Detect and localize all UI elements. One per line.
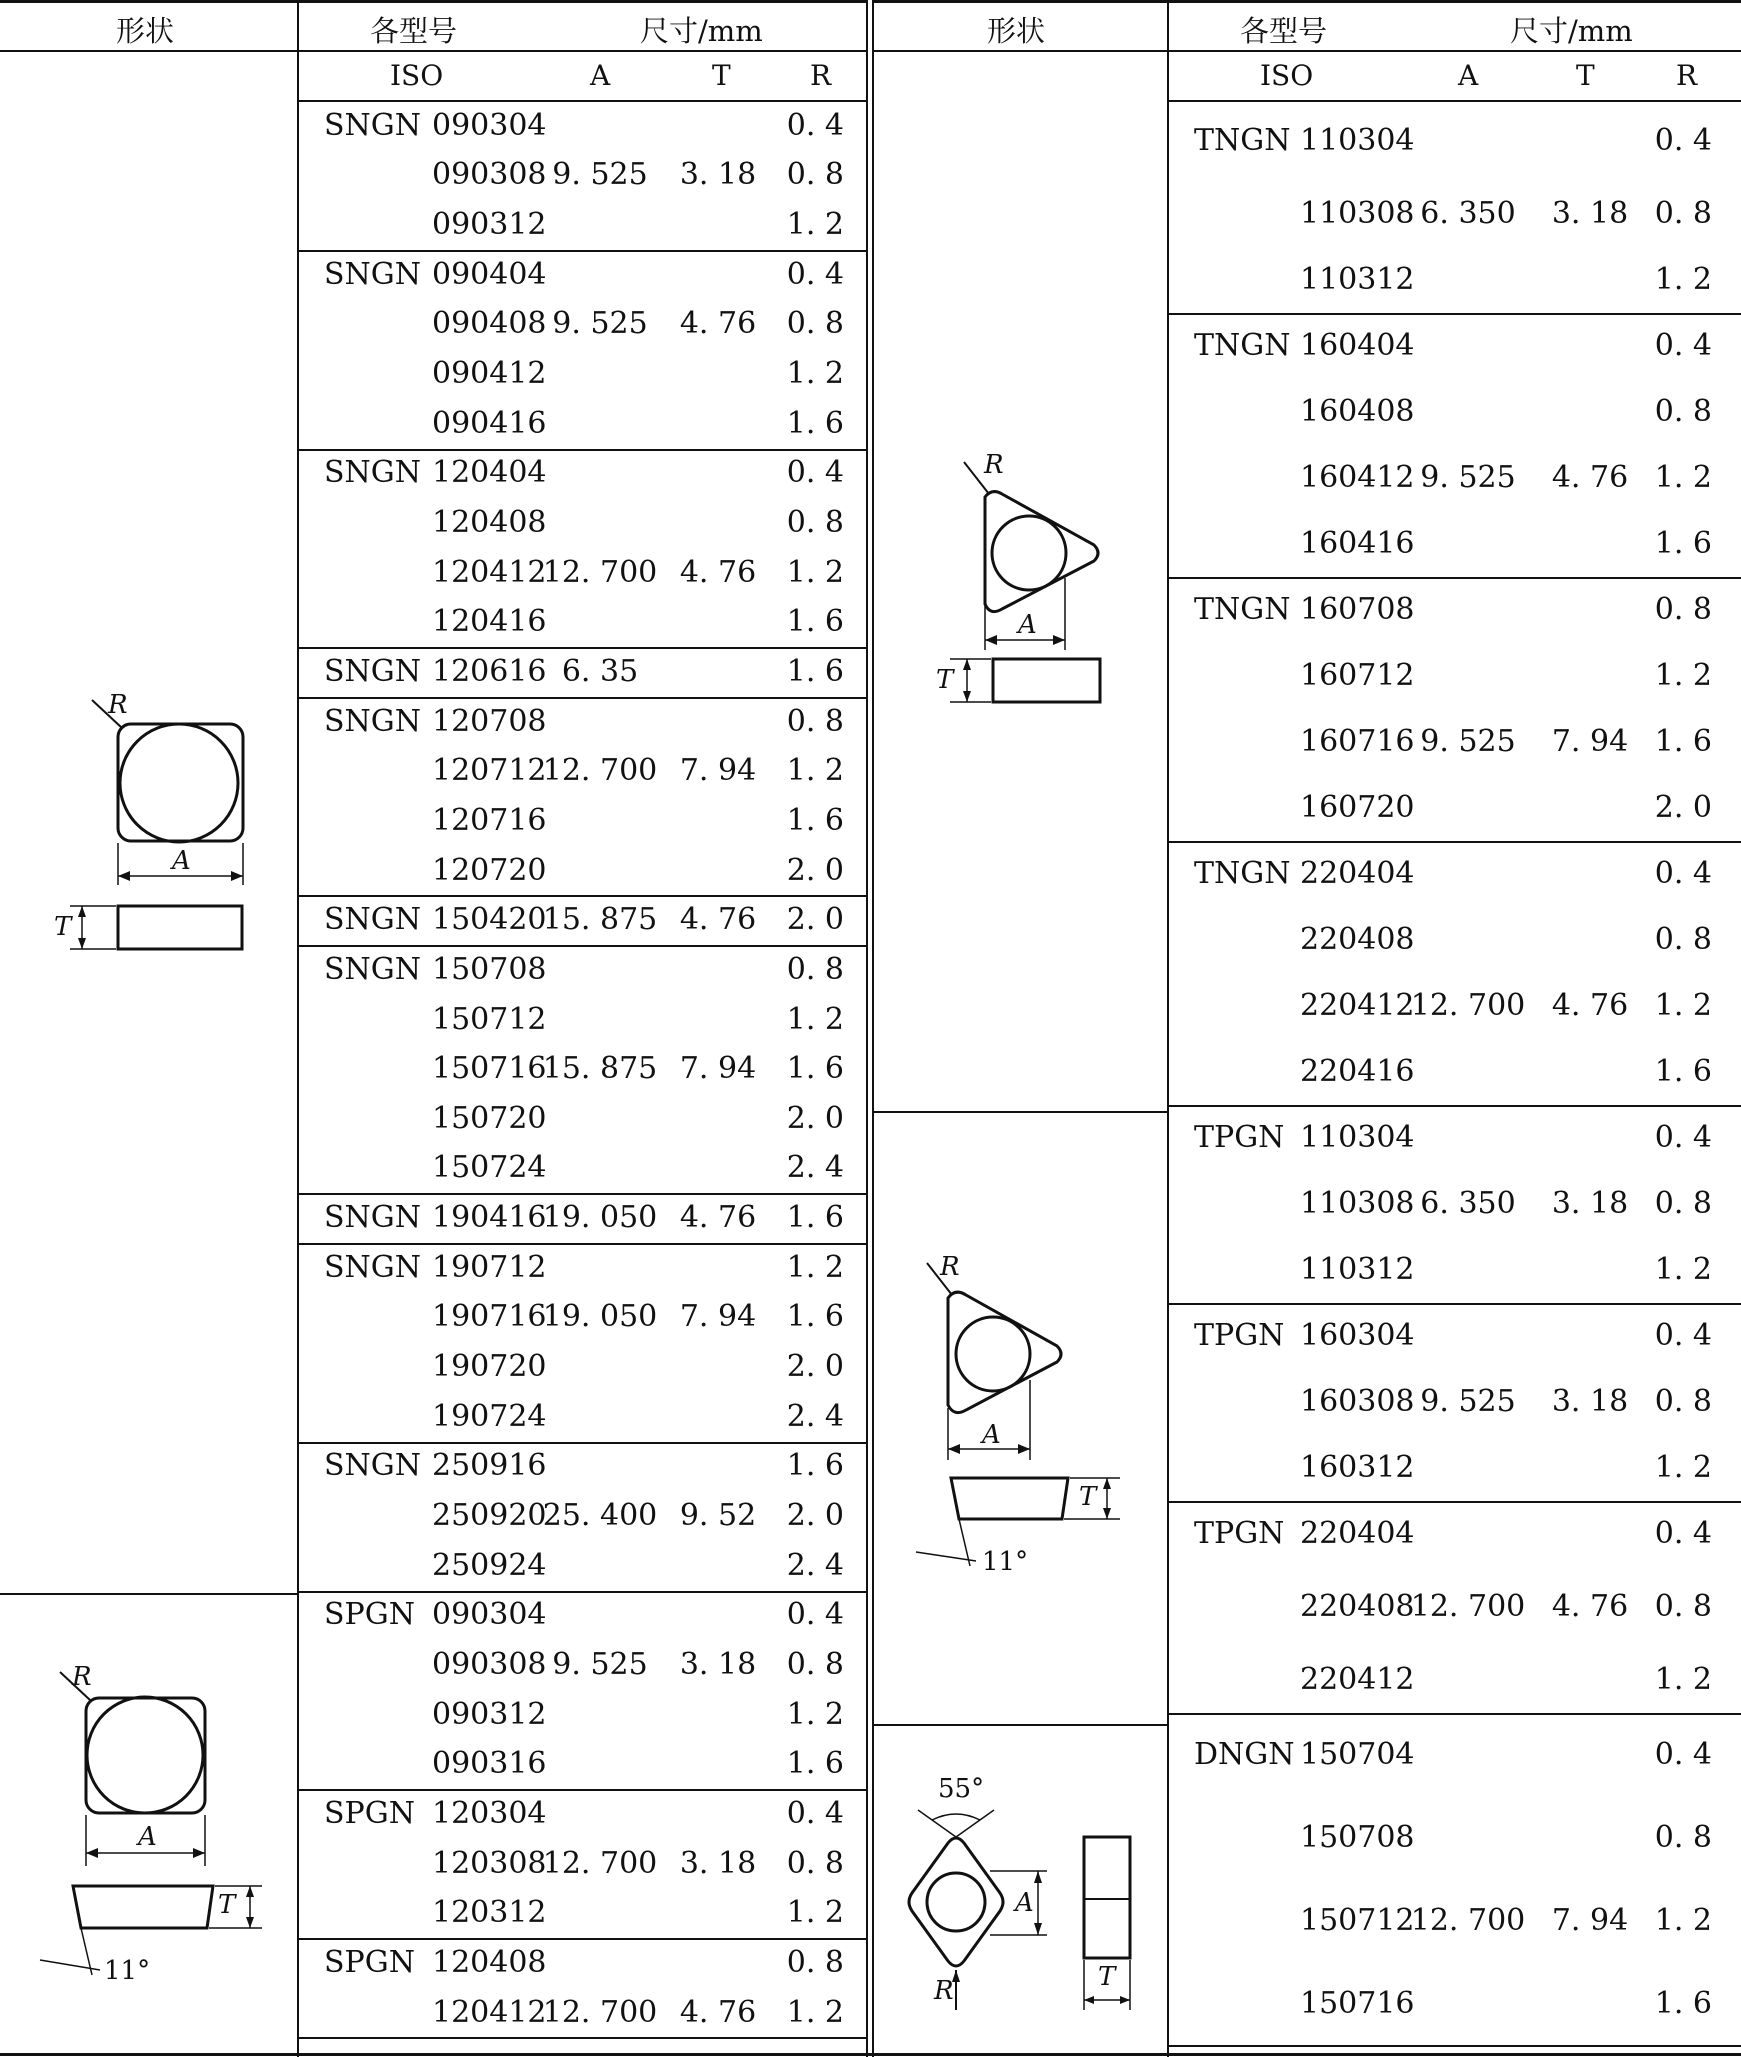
dim-r: 0. 8: [1654, 922, 1712, 957]
dim-r: 1. 6: [1654, 724, 1712, 759]
iso-code: 160720: [1300, 790, 1415, 825]
subheader-a: A: [590, 59, 611, 92]
dim-r: 0. 8: [1654, 1186, 1712, 1221]
dim-t: 4. 76: [1551, 988, 1629, 1023]
subheader-t-right: T: [1576, 59, 1595, 92]
group-separator: [298, 647, 866, 649]
dim-a: 6. 350: [1420, 1186, 1516, 1221]
iso-code: 220408: [1300, 922, 1415, 957]
dim-a: 12. 700: [1410, 1589, 1526, 1624]
iso-code: 190724: [432, 1398, 547, 1434]
iso-code: 160404: [1300, 328, 1415, 363]
dim-a: 9. 525: [1420, 460, 1516, 495]
dim-r: 0. 8: [1654, 394, 1712, 429]
dim-r: 0. 8: [1654, 196, 1712, 231]
dngn-label-t: T: [1098, 1962, 1116, 1992]
dim-t: 7. 94: [679, 1299, 757, 1335]
subheader-iso-right: ISO: [1260, 59, 1314, 92]
right-header-row: [872, 0, 1741, 52]
subheader-r-right: R: [1676, 59, 1698, 92]
dim-r: 1. 2: [1654, 1252, 1712, 1287]
left-header-row: [0, 0, 866, 52]
iso-code: 190416: [432, 1200, 547, 1236]
subheader-iso: ISO: [390, 59, 444, 92]
dim-r: 1. 2: [1654, 1902, 1712, 1938]
iso-code: 120616: [432, 653, 547, 689]
dim-r: 0. 4: [1654, 1120, 1712, 1155]
iso-code: 150708: [1300, 1819, 1415, 1855]
group-separator: [298, 1442, 866, 1444]
dim-t: 3. 18: [1551, 196, 1629, 231]
dim-a: 9. 525: [1420, 724, 1516, 759]
iso-prefix: DNGN: [1194, 1736, 1295, 1772]
iso-code: 220408: [1300, 1589, 1415, 1624]
dim-r: 2. 4: [786, 1547, 844, 1583]
dim-r: 1. 6: [786, 405, 844, 441]
iso-prefix: SNGN: [324, 1249, 422, 1285]
right-shape-separator-2: [872, 1724, 1168, 1726]
iso-code: 090304: [432, 1597, 547, 1633]
dim-t: 3. 18: [679, 1646, 757, 1682]
dim-r: 1. 2: [1654, 1450, 1712, 1485]
dim-t: 4. 76: [679, 306, 757, 342]
dim-r: 1. 6: [786, 604, 844, 640]
sngn-label-t: T: [54, 912, 72, 942]
iso-code: 090312: [432, 1696, 547, 1732]
dim-a: 6. 350: [1420, 196, 1516, 231]
spgn-label-t: T: [218, 1890, 236, 1920]
sngn-square-insert-figure: [60, 688, 260, 958]
dim-t: 9. 52: [679, 1498, 757, 1534]
dim-a: 15. 875: [542, 902, 658, 938]
iso-code: 120416: [432, 604, 547, 640]
tngn-label-a: A: [1018, 610, 1037, 640]
dim-r: 1. 2: [786, 207, 844, 243]
group-separator: [1168, 1501, 1741, 1503]
dim-a: 12. 700: [1410, 988, 1526, 1023]
dim-t: 7. 94: [1551, 724, 1629, 759]
dim-r: 2. 0: [786, 1349, 844, 1385]
spgn-label-r: R: [72, 1662, 92, 1692]
tpgn-label-r: R: [940, 1252, 960, 1282]
iso-code: 160712: [1300, 658, 1415, 693]
dim-r: 2. 0: [1654, 790, 1712, 825]
tpgn-label-a: A: [982, 1420, 1001, 1450]
dngn-label-a: A: [1015, 1888, 1034, 1918]
iso-code: 120404: [432, 455, 547, 491]
dim-t: 4. 76: [679, 902, 757, 938]
dim-a: 12. 700: [542, 554, 658, 590]
dim-r: 1. 6: [786, 653, 844, 689]
dim-r: 0. 8: [786, 703, 844, 739]
dim-r: 1. 6: [1654, 1985, 1712, 2021]
dim-a: 6. 35: [561, 653, 639, 689]
dim-r: 0. 4: [1654, 1516, 1712, 1551]
iso-code: 090404: [432, 256, 547, 292]
iso-prefix: TNGN: [1194, 328, 1291, 363]
dim-r: 2. 4: [786, 1150, 844, 1186]
tpgn-label-angle: 11°: [982, 1547, 1029, 1577]
sngn-label-r: R: [108, 690, 128, 720]
iso-prefix: SPGN: [324, 1944, 415, 1980]
iso-code: 190712: [432, 1249, 547, 1285]
iso-code: 160708: [1300, 592, 1415, 627]
iso-code: 120408: [432, 505, 547, 541]
dim-a: 19. 050: [542, 1200, 658, 1236]
dim-r: 1. 2: [786, 1994, 844, 2030]
iso-prefix: TPGN: [1194, 1120, 1285, 1155]
dim-r: 1. 2: [1654, 1662, 1712, 1697]
dim-a: 12. 700: [542, 1994, 658, 2030]
dim-a: 9. 525: [552, 306, 648, 342]
iso-code: 190716: [432, 1299, 547, 1335]
dim-r: 0. 8: [786, 1944, 844, 1980]
dim-r: 0. 8: [1654, 1589, 1712, 1624]
dim-r: 0. 8: [786, 157, 844, 193]
iso-code: 110304: [1300, 1120, 1415, 1155]
iso-code: 150704: [1300, 1736, 1415, 1772]
group-separator: [298, 1591, 866, 1593]
dim-r: 1. 6: [786, 1448, 844, 1484]
subheader-r: R: [810, 59, 832, 92]
dim-r: 0. 4: [786, 107, 844, 143]
dim-r: 0. 4: [1654, 1736, 1712, 1772]
dim-r: 1. 2: [786, 356, 844, 392]
iso-prefix: TNGN: [1194, 123, 1291, 158]
dim-r: 0. 4: [1654, 328, 1712, 363]
iso-code: 190720: [432, 1349, 547, 1385]
iso-code: 160312: [1300, 1450, 1415, 1485]
iso-code: 160416: [1300, 526, 1415, 561]
iso-prefix: TPGN: [1194, 1516, 1285, 1551]
iso-prefix: TPGN: [1194, 1318, 1285, 1353]
dim-a: 15. 875: [542, 1051, 658, 1087]
iso-code: 120408: [432, 1944, 547, 1980]
iso-code: 160308: [1300, 1384, 1415, 1419]
tpgn-triangle-insert-figure: [912, 1250, 1142, 1580]
dim-r: 1. 2: [786, 1249, 844, 1285]
header-shape: 形状: [116, 14, 175, 48]
iso-code: 090416: [432, 405, 547, 441]
group-separator: [298, 895, 866, 897]
dim-r: 0. 4: [786, 256, 844, 292]
dim-r: 1. 2: [1654, 460, 1712, 495]
bottom-rule: [0, 2053, 1741, 2056]
dim-t: 7. 94: [1551, 1902, 1629, 1938]
dngn-label-r: R: [934, 1976, 954, 2006]
dim-t: 3. 18: [1551, 1384, 1629, 1419]
header-model: 各型号: [370, 14, 458, 48]
right-shape-separator-1: [872, 1111, 1168, 1113]
dim-r: 0. 8: [786, 306, 844, 342]
iso-code: 160304: [1300, 1318, 1415, 1353]
tngn-label-r: R: [984, 450, 1004, 480]
iso-code: 110304: [1300, 123, 1415, 158]
dim-r: 1. 2: [786, 1001, 844, 1037]
dim-r: 2. 0: [786, 1498, 844, 1534]
iso-code: 120716: [432, 802, 547, 838]
dim-a: 12. 700: [542, 1845, 658, 1881]
iso-code: 090304: [432, 107, 547, 143]
dim-t: 3. 18: [679, 1845, 757, 1881]
iso-prefix: SPGN: [324, 1795, 415, 1831]
group-separator: [298, 449, 866, 451]
iso-code: 120312: [432, 1895, 547, 1931]
left-subheader-row: [298, 52, 866, 102]
dim-r: 1. 6: [1654, 526, 1712, 561]
group-separator: [298, 1938, 866, 1940]
group-separator: [1168, 2045, 1741, 2047]
iso-code: 250916: [432, 1448, 547, 1484]
dim-r: 1. 6: [786, 1051, 844, 1087]
group-separator: [1168, 313, 1741, 315]
iso-code: 120308: [432, 1845, 547, 1881]
iso-code: 150420: [432, 902, 547, 938]
dim-r: 0. 4: [786, 455, 844, 491]
iso-prefix: SNGN: [324, 902, 422, 938]
iso-code: 150716: [432, 1051, 547, 1087]
dim-a: 12. 700: [542, 753, 658, 789]
spgn-label-a: A: [138, 1822, 157, 1852]
dim-r: 0. 8: [786, 1646, 844, 1682]
dim-r: 2. 0: [786, 852, 844, 888]
header-shape-right: 形状: [987, 14, 1046, 48]
iso-code: 150712: [1300, 1902, 1415, 1938]
group-separator: [298, 945, 866, 947]
dim-r: 1. 2: [786, 554, 844, 590]
dim-r: 0. 8: [786, 1845, 844, 1881]
iso-code: 250920: [432, 1498, 547, 1534]
iso-code: 110308: [1300, 1186, 1415, 1221]
group-separator: [1168, 1105, 1741, 1107]
iso-code: 090412: [432, 356, 547, 392]
iso-code: 220412: [1300, 1662, 1415, 1697]
dim-r: 0. 8: [1654, 1819, 1712, 1855]
iso-prefix: TNGN: [1194, 592, 1291, 627]
dim-r: 2. 4: [786, 1398, 844, 1434]
iso-code: 150716: [1300, 1985, 1415, 2021]
dim-t: 3. 18: [1551, 1186, 1629, 1221]
dim-r: 0. 4: [1654, 123, 1712, 158]
group-separator: [1168, 841, 1741, 843]
tpgn-label-t: T: [1079, 1482, 1097, 1512]
iso-code: 120712: [432, 753, 547, 789]
dim-r: 2. 0: [786, 902, 844, 938]
iso-code: 090408: [432, 306, 547, 342]
header-size-right: 尺寸/mm: [1510, 14, 1633, 48]
dim-r: 0. 8: [786, 951, 844, 987]
iso-code: 220404: [1300, 856, 1415, 891]
dim-r: 0. 8: [1654, 1384, 1712, 1419]
iso-prefix: SNGN: [324, 653, 422, 689]
dim-r: 1. 2: [1654, 658, 1712, 693]
dim-t: 7. 94: [679, 753, 757, 789]
group-separator: [298, 1243, 866, 1245]
dim-t: 4. 76: [679, 1994, 757, 2030]
group-separator: [298, 250, 866, 252]
iso-code: 160408: [1300, 394, 1415, 429]
iso-prefix: SNGN: [324, 107, 422, 143]
dim-t: 4. 76: [1551, 460, 1629, 495]
dim-a: 25. 400: [542, 1498, 658, 1534]
dim-r: 0. 8: [1654, 592, 1712, 627]
iso-code: 120412: [432, 554, 547, 590]
dim-r: 1. 6: [786, 1299, 844, 1335]
right-shape-divider: [1167, 0, 1169, 2057]
iso-code: 090316: [432, 1746, 547, 1782]
dim-r: 1. 2: [786, 753, 844, 789]
subheader-a-right: A: [1458, 59, 1479, 92]
iso-code: 160716: [1300, 724, 1415, 759]
iso-code: 150724: [432, 1150, 547, 1186]
header-model-right: 各型号: [1240, 14, 1328, 48]
iso-code: 110308: [1300, 196, 1415, 231]
dim-r: 1. 6: [786, 1200, 844, 1236]
dim-a: 12. 700: [1410, 1902, 1526, 1938]
group-separator: [1168, 577, 1741, 579]
dim-t: 7. 94: [679, 1051, 757, 1087]
dngn-label-angle: 55°: [938, 1774, 985, 1804]
sngn-label-a: A: [172, 846, 191, 876]
left-shape-separator: [0, 1593, 298, 1595]
dim-r: 1. 2: [786, 1895, 844, 1931]
iso-prefix: SNGN: [324, 951, 422, 987]
group-separator: [1168, 1713, 1741, 1715]
dim-r: 1. 2: [1654, 262, 1712, 297]
group-separator: [298, 697, 866, 699]
iso-code: 150712: [432, 1001, 547, 1037]
dim-r: 1. 6: [786, 802, 844, 838]
dim-t: 4. 76: [679, 1200, 757, 1236]
dim-t: 3. 18: [679, 157, 757, 193]
tngn-label-t: T: [936, 665, 954, 695]
group-separator: [298, 1193, 866, 1195]
iso-code: 110312: [1300, 262, 1415, 297]
dim-t: 4. 76: [1551, 1589, 1629, 1624]
dim-r: 0. 4: [786, 1597, 844, 1633]
iso-code: 150720: [432, 1100, 547, 1136]
iso-code: 250924: [432, 1547, 547, 1583]
dim-r: 1. 2: [1654, 988, 1712, 1023]
iso-prefix: SNGN: [324, 455, 422, 491]
dim-t: 4. 76: [679, 554, 757, 590]
iso-prefix: SNGN: [324, 256, 422, 292]
right-subheader-row: [1168, 52, 1741, 102]
iso-code: 090308: [432, 1646, 547, 1682]
left-shape-divider: [297, 0, 299, 2057]
iso-code: 090308: [432, 157, 547, 193]
header-size: 尺寸/mm: [640, 14, 763, 48]
dim-r: 1. 2: [786, 1696, 844, 1732]
dim-a: 9. 525: [1420, 1384, 1516, 1419]
group-separator: [298, 1789, 866, 1791]
subheader-t: T: [712, 59, 731, 92]
iso-prefix: SPGN: [324, 1597, 415, 1633]
left-table-panel: [0, 0, 866, 2057]
dim-r: 0. 4: [786, 1795, 844, 1831]
dim-a: 9. 525: [552, 1646, 648, 1682]
iso-prefix: SNGN: [324, 1448, 422, 1484]
iso-code: 220412: [1300, 988, 1415, 1023]
iso-code: 120708: [432, 703, 547, 739]
dim-r: 0. 4: [1654, 856, 1712, 891]
dim-r: 0. 4: [1654, 1318, 1712, 1353]
iso-code: 110312: [1300, 1252, 1415, 1287]
spgn-label-angle: 11°: [104, 1956, 151, 1986]
dim-a: 9. 525: [552, 157, 648, 193]
center-rule-left: [866, 0, 868, 2057]
dim-a: 19. 050: [542, 1299, 658, 1335]
iso-prefix: SNGN: [324, 703, 422, 739]
iso-prefix: SNGN: [324, 1200, 422, 1236]
group-separator: [298, 2037, 866, 2039]
right-table-panel: [872, 0, 1741, 2057]
iso-code: 090312: [432, 207, 547, 243]
dim-r: 2. 0: [786, 1100, 844, 1136]
iso-code: 220416: [1300, 1054, 1415, 1089]
dim-r: 0. 8: [786, 505, 844, 541]
iso-code: 150708: [432, 951, 547, 987]
iso-code: 120412: [432, 1994, 547, 2030]
group-separator: [1168, 1303, 1741, 1305]
iso-code: 160412: [1300, 460, 1415, 495]
iso-code: 220404: [1300, 1516, 1415, 1551]
iso-code: 120720: [432, 852, 547, 888]
iso-code: 120304: [432, 1795, 547, 1831]
iso-prefix: TNGN: [1194, 856, 1291, 891]
dim-r: 1. 6: [786, 1746, 844, 1782]
dim-r: 1. 6: [1654, 1054, 1712, 1089]
